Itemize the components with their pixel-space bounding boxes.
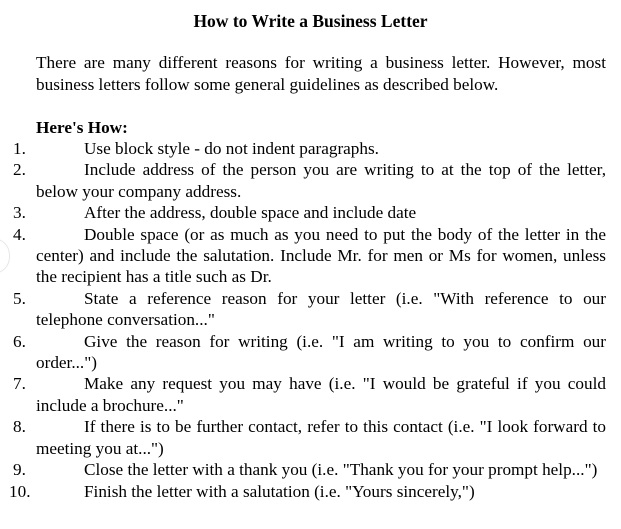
step-number: 3. [13, 203, 26, 223]
list-item [0, 159, 606, 202]
list-item [0, 138, 606, 159]
list-item [0, 481, 606, 502]
intro-paragraph: There are many different reasons for writing a business letter. However, most business letters follow some general guidelines as described below. [36, 53, 606, 94]
step-number: 4. [13, 224, 26, 244]
step-text: After the address, double space and include date [84, 203, 417, 223]
step-number: 2. [13, 160, 26, 180]
step-number: 5. [13, 288, 26, 308]
step-number: 10. [9, 481, 31, 501]
document-title: How to Write a Business Letter [193, 11, 428, 31]
step-number: 8. [13, 417, 26, 437]
step-text: Finish the letter with a salutation (i.e. "Yours sincerely,") [84, 481, 475, 501]
list-item [0, 288, 606, 331]
list-item [0, 202, 606, 223]
step-text: Double space (or as much as you need to put the body of the letter in the center) and include the salutation. Include Mr. for men or Ms for women, unless the recipient has a title such as Dr. [36, 224, 606, 287]
list-item [0, 224, 606, 288]
step-text: Close the letter with a thank you (i.e. "Thank you for your prompt help...") [84, 460, 598, 480]
step-text: Give the reason for writing (i.e. "I am writing to you to confirm our order...") [36, 331, 606, 373]
step-text: Use block style - do not indent paragraphs. [84, 139, 379, 158]
list-item [0, 331, 606, 374]
step-number: 7. [13, 374, 26, 394]
step-text: Make any request you may have (i.e. "I would be grateful if you could include a brochure..." [36, 374, 606, 415]
step-number: 9. [13, 460, 26, 480]
step-number: 6. [13, 331, 26, 351]
list-item [0, 416, 606, 459]
list-item [0, 373, 606, 416]
step-text: If there is to be further contact, refer to this contact (i.e. "I look forward to meeting you at...") [36, 417, 606, 458]
steps-list [0, 138, 606, 502]
list-item [0, 459, 606, 480]
steps-heading: Here's How: [36, 118, 128, 137]
step-number: 1. [13, 139, 26, 158]
step-text: Include address of the person you are writing to at the top of the letter, below your company address. [36, 160, 606, 201]
step-text: State a reference reason for your letter (i.e. "With reference to our telephone conversation..." [36, 288, 606, 330]
